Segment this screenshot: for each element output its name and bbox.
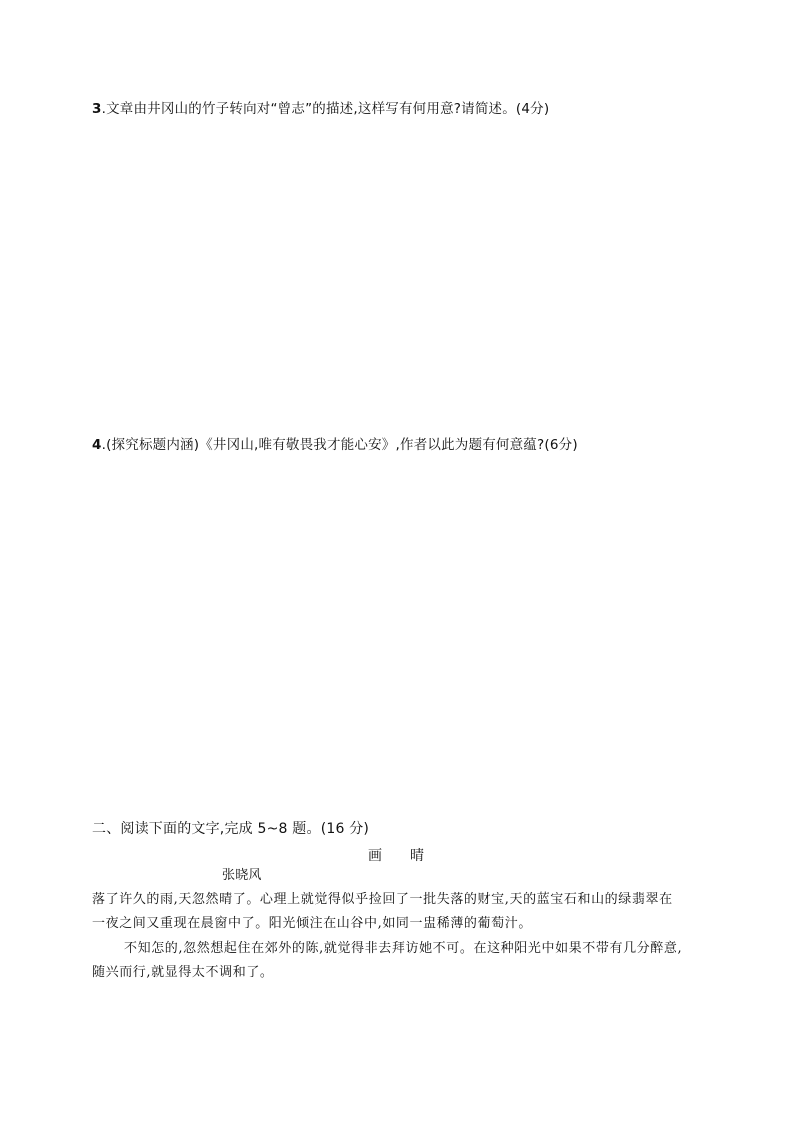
article-title-char-1: 画 [368, 848, 382, 864]
question-4 [92, 436, 578, 454]
article-paragraph-line-2: 一夜之间又重现在晨窗中了。阳光倾注在山谷中,如同一盅稀薄的葡萄汁。 [92, 916, 532, 931]
question-3-number: 3 [92, 101, 102, 117]
article-author: 张晓风 [222, 868, 262, 883]
article-paragraph-line-4: 随兴而行,就显得太不调和了。 [92, 965, 274, 980]
article-paragraph-line-3: 不知怎的,忽然想起住在郊外的陈,就觉得非去拜访她不可。在这种阳光中如果不带有几分醉意, [124, 941, 683, 956]
question-3-text: .文章由井冈山的竹子转向对“曾志”的描述,这样写有何用意?请简述。(4分) [101, 101, 550, 117]
question-3 [92, 100, 549, 118]
question-4-number: 4 [92, 437, 102, 453]
article-title-char-2: 晴 [410, 848, 424, 864]
article-paragraph-line-1: 落了许久的雨,天忽然晴了。心理上就觉得似乎捡回了一批失落的财宝,天的蓝宝石和山的绿翡翠在 [92, 892, 673, 907]
question-4-text: .(探究标题内涵)《井冈山,唯有敬畏我才能心安》,作者以此为题有何意蕴?(6分) [101, 437, 578, 453]
section-heading: 二、阅读下面的文字,完成 5~8 题。(16 分) [92, 821, 370, 837]
